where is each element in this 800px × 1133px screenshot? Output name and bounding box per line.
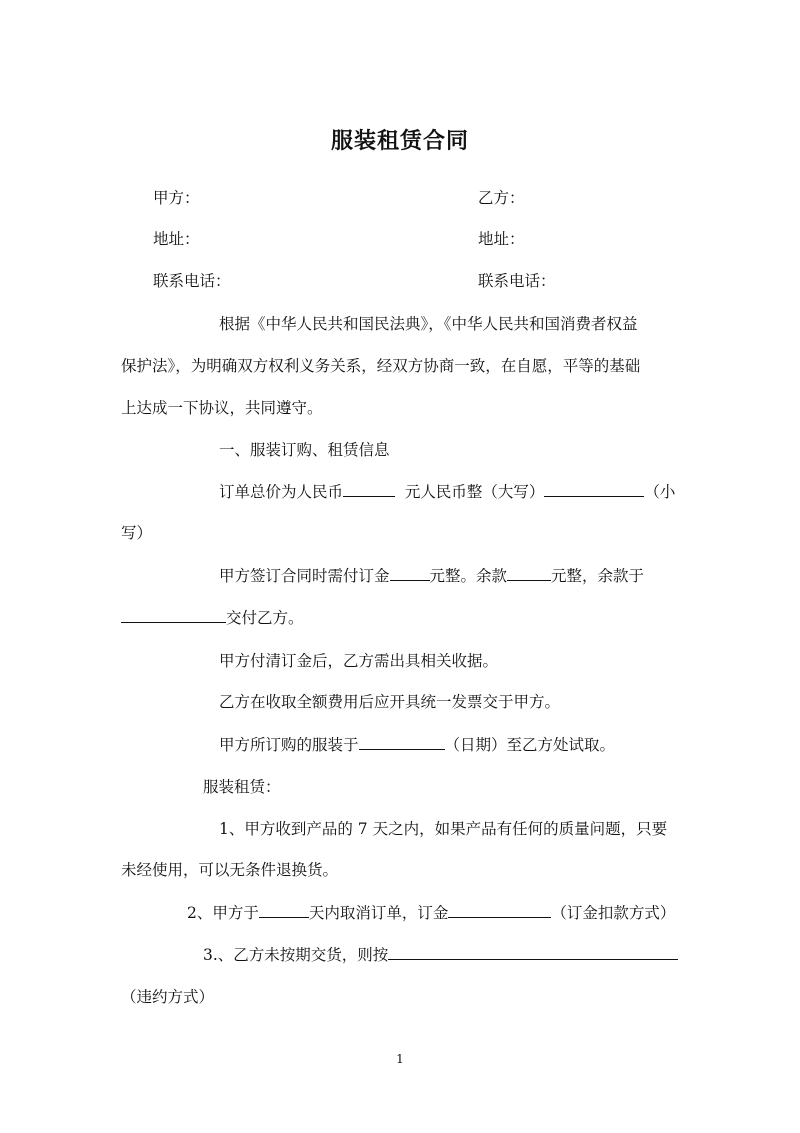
order-total-text: （小: [644, 483, 676, 501]
deposit-text: 交付乙方。: [226, 609, 304, 627]
deposit-text: 元整，余款于: [551, 567, 645, 585]
deposit-text: 元整。余款: [429, 567, 508, 585]
phone-b-label: 联系电话：: [478, 272, 556, 290]
deposit-line: [219, 566, 644, 586]
intro-paragraph-line: 保护法》，为明确双方权利义务关系，经双方协商一致，在自愿，平等的基础: [121, 357, 641, 375]
order-total-line: [219, 482, 675, 502]
blank-line: [507, 566, 551, 581]
item1-line: 1、甲方收到产品的 7 天之内，如果产品有任何的质量问题，只要: [219, 820, 668, 838]
document-title: 服装租赁合同: [330, 128, 469, 154]
blank-line: [544, 482, 644, 497]
address-b-label: 地址：: [478, 230, 525, 248]
item2-line: [187, 903, 675, 923]
item2-text: 2、甲方于: [187, 904, 259, 922]
trial-line: [219, 735, 615, 755]
item3-continuation: （违约方式）: [121, 988, 215, 1006]
blank-line: [359, 735, 445, 750]
item2-text: （订金扣款方式）: [551, 904, 676, 922]
trial-text: （日期）至乙方处试取。: [444, 736, 616, 754]
order-total-continuation: 写）: [121, 524, 153, 542]
deposit-text: 甲方签订合同时需付订金: [219, 567, 390, 585]
blank-line: [121, 608, 226, 623]
item3-text: 3.、乙方未按期交货，则按: [203, 946, 389, 964]
phone-a-label: 联系电话：: [153, 272, 231, 290]
item1-line: 未经使用，可以无条件退换货。: [121, 861, 339, 879]
blank-line: [448, 903, 551, 918]
deposit-continuation: [121, 608, 304, 628]
blank-line: [390, 566, 430, 581]
blank-line: [388, 945, 678, 960]
rental-heading: 服装租赁：: [203, 778, 281, 796]
receipt-line: 甲方付清订金后，乙方需出具相关收据。: [219, 652, 499, 670]
party-b-label: 乙方：: [478, 189, 525, 207]
blank-line: [343, 482, 395, 497]
trial-text: 甲方所订购的服装于: [219, 736, 359, 754]
blank-line: [259, 903, 309, 918]
invoice-line: 乙方在收取全额费用后应开具统一发票交于甲方。: [219, 693, 561, 711]
item3-line: [203, 945, 678, 965]
section-heading: 一、服装订购、租赁信息: [219, 441, 390, 459]
page-number: 1: [396, 1052, 404, 1066]
address-a-label: 地址：: [153, 230, 200, 248]
item2-text: 天内取消订单，订金: [308, 904, 449, 922]
intro-paragraph-line: 根据《中华人民共和国民法典》，《中华人民共和国消费者权益: [219, 315, 638, 333]
order-total-text: 订单总价为人民币: [219, 483, 344, 501]
party-a-label: 甲方：: [153, 189, 200, 207]
intro-paragraph-line: 上达成一下协议，共同遵守。: [121, 399, 323, 417]
order-total-text: 元人民币整（大写）: [404, 483, 545, 501]
